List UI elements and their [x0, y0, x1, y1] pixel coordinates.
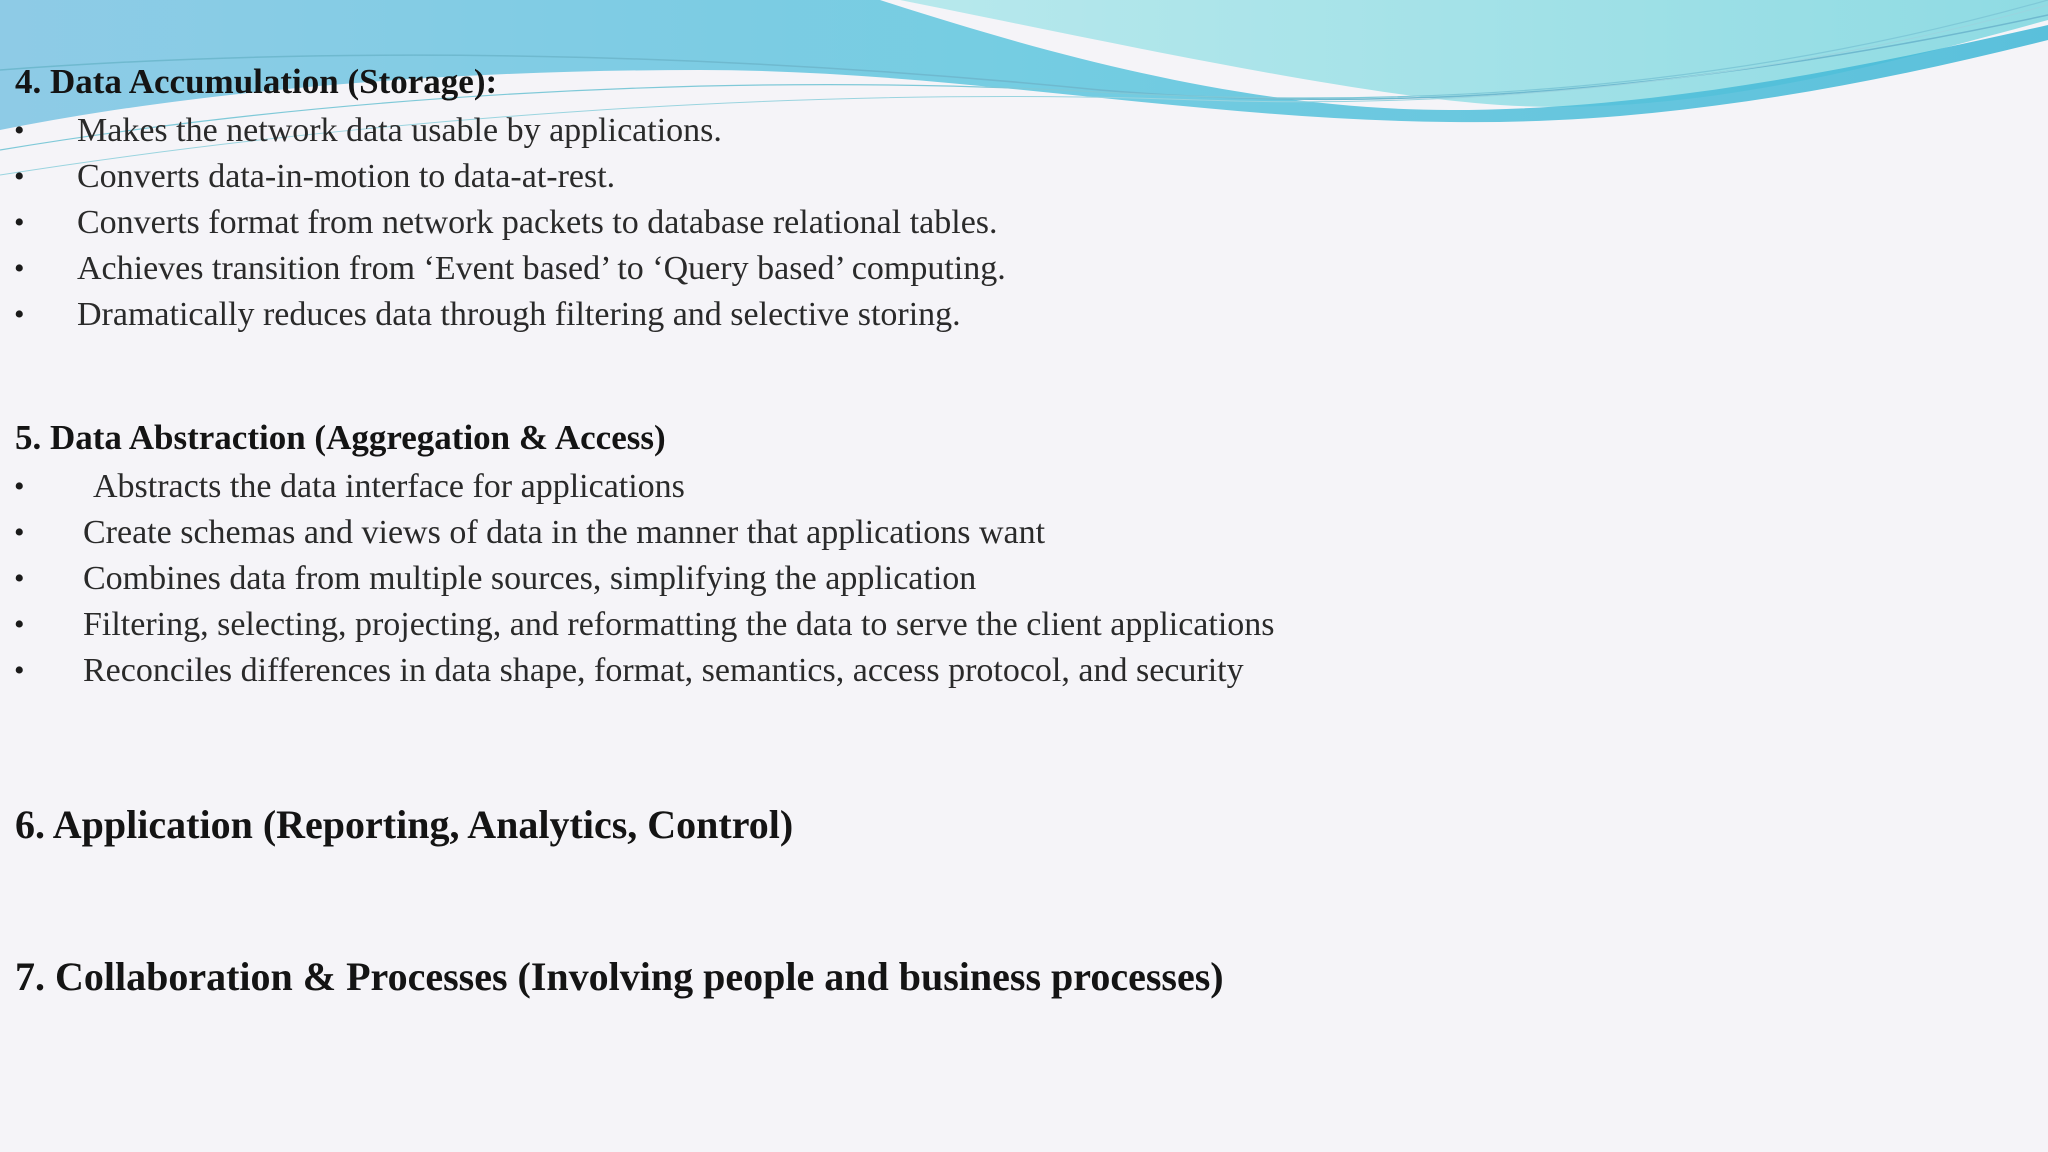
section-5-heading: 5. Data Abstraction (Aggregation & Access)	[15, 418, 666, 457]
bullet-dot-icon: •	[14, 252, 25, 285]
bullet-dot-icon: •	[14, 206, 25, 239]
list-item: • Reconciles differences in data shape, format, semantics, access protocol, and security	[0, 648, 1275, 694]
list-item: • Dramatically reduces data through filtering and selective storing.	[0, 292, 1006, 338]
section-4-heading: 4. Data Accumulation (Storage):	[15, 62, 498, 101]
list-item: • Combines data from multiple sources, simplifying the application	[0, 556, 1275, 602]
bullet-dot-icon: •	[14, 298, 25, 331]
bullet-dot-icon: •	[14, 114, 25, 147]
bullet-dot-icon: •	[14, 516, 25, 549]
list-item: • Makes the network data usable by applications.	[0, 108, 1006, 154]
section-4-bullet-list	[0, 108, 1006, 338]
bullet-dot-icon: •	[14, 160, 25, 193]
list-item: • Abstracts the data interface for applications	[0, 464, 1275, 510]
list-item: • Achieves transition from ‘Event based’ to ‘Query based’ computing.	[0, 246, 1006, 292]
bullet-dot-icon: •	[14, 608, 25, 641]
section-7-heading: 7. Collaboration & Processes (Involving people and business processes)	[15, 954, 1224, 999]
section-5-bullet-list	[0, 464, 1275, 694]
section-6-heading: 6. Application (Reporting, Analytics, Control)	[15, 802, 794, 847]
bullet-dot-icon: •	[14, 470, 25, 503]
bullet-dot-icon: •	[14, 562, 25, 595]
list-item: • Create schemas and views of data in the manner that applications want	[0, 510, 1275, 556]
list-item: • Converts format from network packets to database relational tables.	[0, 200, 1006, 246]
list-item: • Filtering, selecting, projecting, and reformatting the data to serve the client applications	[0, 602, 1275, 648]
bullet-dot-icon: •	[14, 654, 25, 687]
list-item: • Converts data-in-motion to data-at-rest.	[0, 154, 1006, 200]
